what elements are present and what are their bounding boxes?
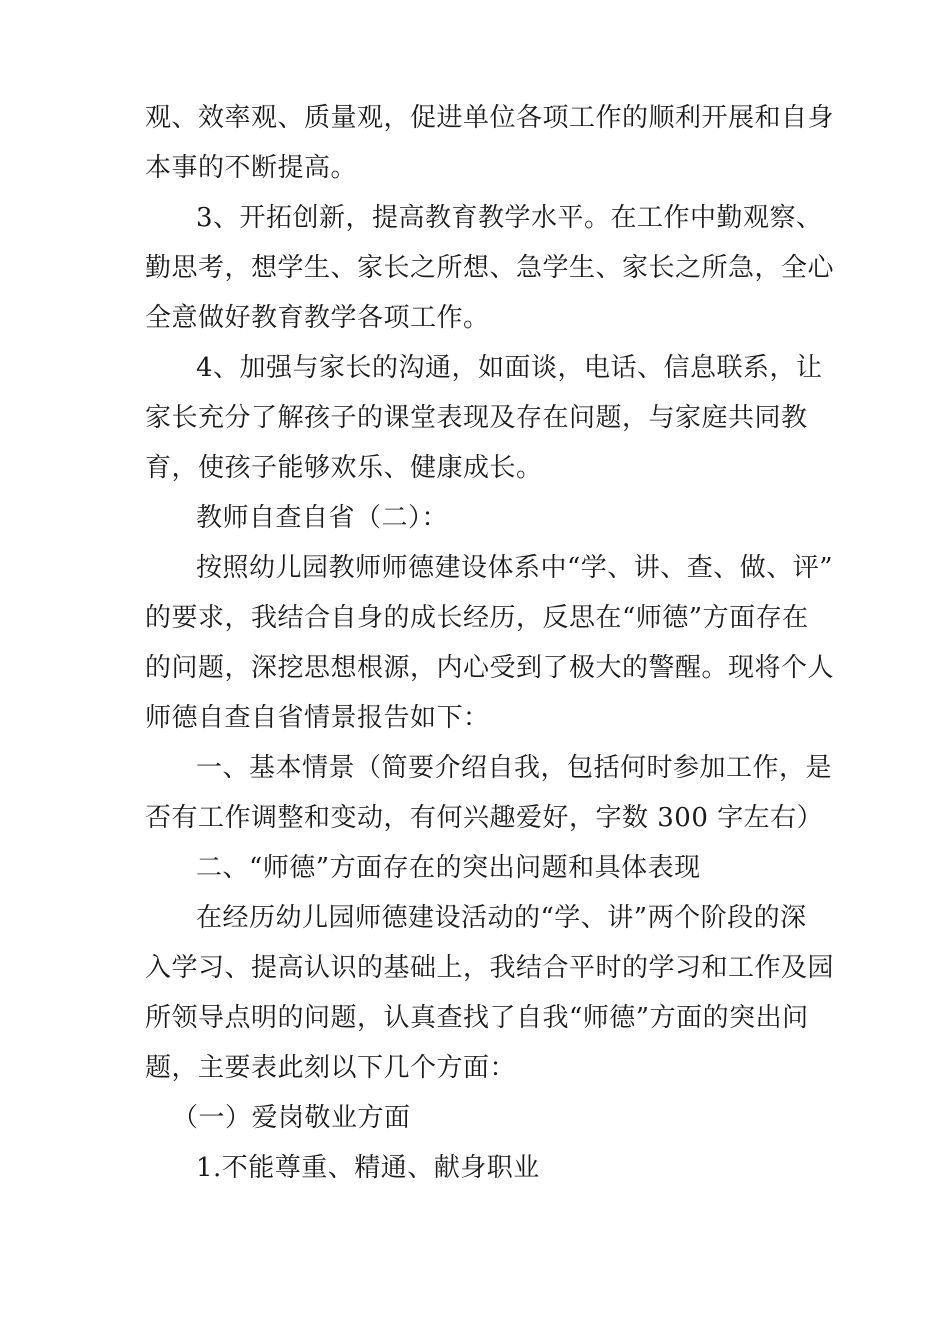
body-text-line: 的问题，深挖思想根源，内心受到了极大的警醒。现将个人 xyxy=(145,653,835,683)
body-text-line: 师德自查自省情景报告如下： xyxy=(145,703,490,733)
body-text-line: 的要求，我结合自身的成长经历，反思在“师德”方面存在 xyxy=(145,603,809,633)
body-text-line: 育，使孩子能够欢乐、健康成长。 xyxy=(145,453,543,483)
body-text-line: 观、效率观、质量观，促进单位各项工作的顺利开展和自身 xyxy=(145,103,835,133)
section-heading: 教师自查自省（二）： xyxy=(196,503,449,533)
body-text-line: 勤思考，想学生、家长之所想、急学生、家长之所急，全心 xyxy=(145,253,835,283)
body-text-line: 家长充分了解孩子的课堂表现及存在问题，与家庭共同教 xyxy=(145,403,808,433)
list-item-heading: 1.不能尊重、精通、献身职业 xyxy=(196,1153,540,1183)
body-text-line: 所领导点明的问题，认真查找了自我“师德”方面的突出问 xyxy=(145,1003,809,1033)
section-heading: 二、“师德”方面存在的突出问题和具体表现 xyxy=(196,853,701,883)
body-text-line: 题，主要表此刻以下几个方面： xyxy=(145,1053,517,1083)
paragraph-start-line: 按照幼儿园教师师德建设体系中“学、讲、查、做、评” xyxy=(196,553,834,583)
subsection-heading: （一）爱岗敬业方面 xyxy=(172,1103,411,1133)
paragraph-start-line: 3、开拓创新，提高教育教学水平。在工作中勤观察、 xyxy=(196,203,823,233)
body-text-line: 否有工作调整和变动，有何兴趣爱好，字数 300 字左右） xyxy=(145,803,824,833)
paragraph-start-line: 一、基本情景（简要介绍自我，包括何时参加工作，是 xyxy=(196,753,833,783)
body-text-line: 本事的不断提高。 xyxy=(145,153,358,183)
body-text-line: 全意做好教育教学各项工作。 xyxy=(145,303,490,333)
paragraph-start-line: 4、加强与家长的沟通，如面谈，电话、信息联系，让 xyxy=(196,353,823,383)
body-text-line: 入学习、提高认识的基础上，我结合平时的学习和工作及园 xyxy=(145,953,835,983)
paragraph-start-line: 在经历幼儿园师德建设活动的“学、讲”两个阶段的深 xyxy=(196,903,807,933)
